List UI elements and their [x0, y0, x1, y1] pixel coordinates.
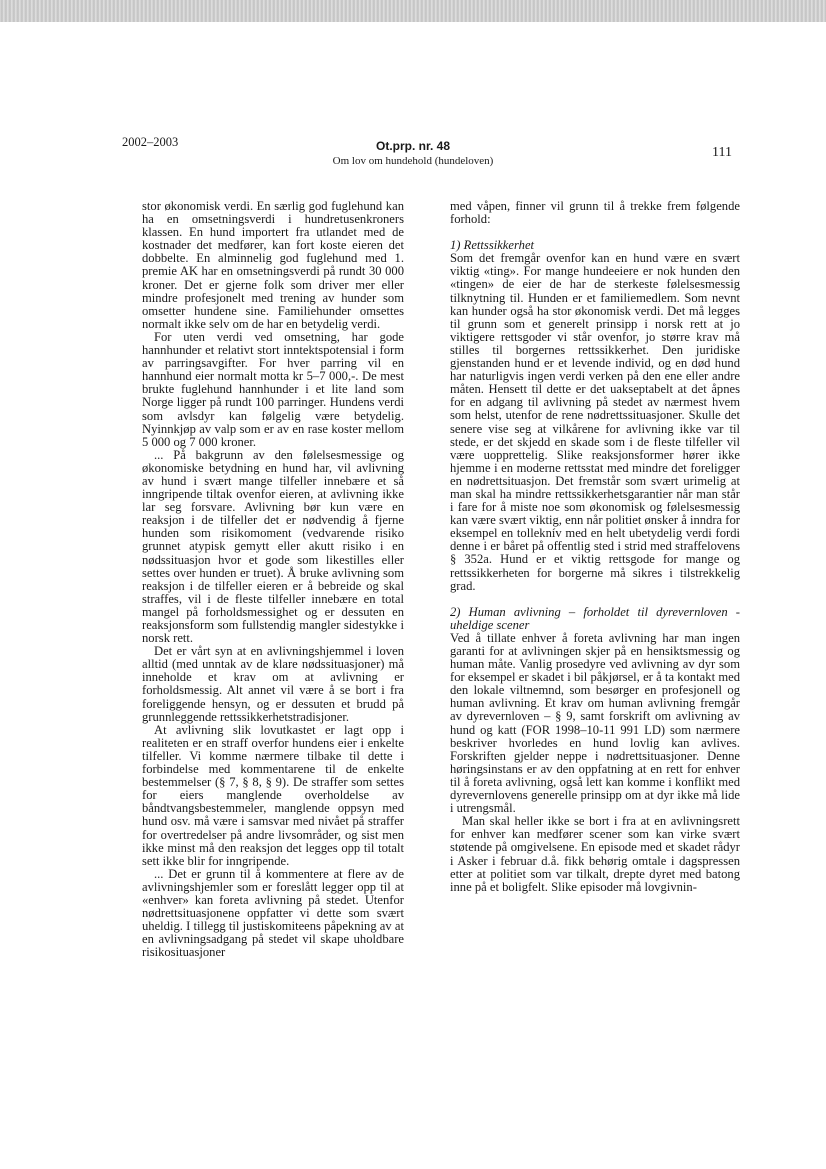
header-center — [0, 139, 826, 168]
section-heading-rettssikkerhet: 1) Rettssikkerhet — [450, 238, 535, 253]
left-paragraph-4: Det er vårt syn at en avlivningshjemmel i loven alltid (med unntak av de klare nødssituasjoner) må inneholde et krav om at avlivning er forholdsmessig. Alt annet vil være å se bort i fra foreliggende hensyn, og er dessuten et brudd på grunnleggende rettssikkerhetstradisjoner. — [142, 644, 404, 724]
document-subtitle: Om lov om hundehold (hundeloven) — [332, 155, 494, 167]
left-column — [142, 200, 404, 959]
scan-artifact-bar — [0, 0, 826, 22]
page-number: 111 — [712, 145, 732, 160]
left-paragraph-5: At avlivning slik lovutkastet er lagt opp i realiteten er en straff overfor hundens eier i enkelte tilfeller. Vi komme nærmere tilbake til dette i forbindelse med kommentarene til de enkelte bestemmelser (§ 7, § 8, § 9). De straffer som settes for eiers manglende overholdelse av båndtvangsbestemmeler, manglende oppsyn med hund osv. må være i samsvar med nivået på straffer for overtredelser på andre livsområder, og sist men ikke minst må den reaksjon det legges opp til totalt sett ikke blir for inngripende. — [142, 722, 404, 868]
right-paragraph-2: Ved å tillate enhver å foreta avlivning har man ingen garanti for at avlivningen skjer på en hensiktsmessig og human måte. Vanlig prosedyre ved avlivning av dyr som for eksempel er skadet i bil påkjørsel, er å ta kontakt med den lokale viltnemnd, som besørger en profesjonell og human avlivning. Et krav om human avlivning fremgår av dyrevernloven – § 9, samt forskrift om avlivning av hund og katt (FOR 1998–10-11 991 LD) som nærmere beskriver hvorledes en hund lovlig kan avlives. Forskriften gjelder neppe i nødrettsituasjoner. Denne høringsinstans er av den oppfatning at en rett for enhver til å foreta avlivning, også lett kan komme i konflikt med dyrevernlovens generelle prinsipp om at dyr ikke må lide i utrengsmål. — [450, 630, 740, 816]
left-paragraph-6: ... Det er grunn til å kommentere at flere av de avlivningshjemler som er foreslått legger opp til at «enhver» kan foreta avlivning på stedet. Utenfor nødrettsituasjonene oppfatter vi dette som svært uheldig. I tillegg til justiskomiteens påpekning av at en avlivningsadgang på stedet vil skape uholdbare risikosituasjoner — [142, 866, 404, 960]
right-paragraph-1: Som det fremgår ovenfor kan en hund være en svært viktig «ting». For mange hundeeiere er nok hunden den «tingen» de eier de har de sterkeste følelsesmessig tilknytning til. Hunden er et familiemedlem. Som nevnt kan hunder også ha stor økonomisk verdi. Det må legges til grunn som et generelt prinsipp i norsk rett at jo viktigere rettsgoder vi står ovenfor, jo større krav må stilles til borgernes rettssikkerhet. Den juridiske gjenstanden hund er et levende individ, og en død hund har naturligvis ingen verdi verken på den ene eller andre måten. Hensett til dette er det uakseptabelt at det åpnes for en adgang til avlivning på stedet av nærmest hvem som helst, utenfor de rene nødrettssituasjoner. Skulle det senere vise seg at vilkårene for avlivning ikke var til stede, er det skjedd en skade som i de fleste tilfeller vil være uopprettelig. Slike reaksjonsformer hører ikke hjemme i en moderne rettsstat med mindre det foreligger en nødrettsituasjon. Det fremstår som svært urimelig at man skal ha mindre rettssikkerhetsgarantier når man står i fare for å miste noe som økonomisk og følelsesmessig kan være svært viktig, enn når politiet ønsker å inndra for eksempel en tolleknív med en helt ubetydelig verdi fordi denne i er båret på offentlig sted i strid med straffelovens § 352a. Hund er et viktig rettsgode for mange og rettssikkerheten for borgerne må sikres i tilstrekkelig grad. — [450, 251, 740, 593]
left-paragraph-2: For uten verdi ved omsetning, har gode hannhunder et relativt stort inntektspotensial i form av parringsavgifter. For hver parring vil en hannhund eier normalt motta kr 5–7 000,-. De mest brukte fuglehund hannhunder i et lite land som Norge ligger på rundt 100 parringer. Hundens verdi som avlsdyr kan følgelig være betydelig. Nyinnkjøp av valp som er av en rase koster mellom 5 000 og 7 000 kroner. — [142, 329, 404, 449]
right-column — [450, 200, 740, 894]
left-paragraph-3: ... På bakgrunn av den følelsesmessige og økonomiske betydning en hund har, vil avlivning av hund i svært mange tilfeller innebære et så inngripende tiltak ovenfor eieren, at avlivning ikke lar seg forsvare. Avlivning bør kun være en reaksjon i de tilfeller det er nødvendig å fjerne hunden som risikomoment (vedvarende risiko grunnet atypisk gemytt eller akutt risiko i en nødssituasjon hvor et gode som likestilles eller settes over hunden er truet). Å bruke avlivning som reaksjon i de tilfeller eieren er å bebreide og skal straffes, vil i de fleste tilfeller innebære en total mangel på forholdsmessighet og er dessuten en reaksjonsform som fullstendig mangler sidestykke i norsk rett. — [142, 447, 404, 646]
document-title: Ot.prp. nr. 48 — [375, 139, 450, 153]
section-heading-human-avlivning: 2) Human avlivning – forholdet til dyrevernloven -uheldige scener — [450, 604, 740, 632]
left-paragraph-1: stor økonomisk verdi. En særlig god fuglehund kan ha en omsetningsverdi i hundretusenkroners klassen. En hund importert fra utlandet med de kostnader det medfører, kan fort koste eieren det dobbelte. En alminnelig god fuglehund med 1. premie AK har en omsetningsverdi på rundt 30 000 kroner. Det er gjerne folk som driver mer eller mindre profesjonelt med trening av hunder som omsetter hundene sine. Familiehunder omsettes normalt ikke selv om de har en betydelig verdi. — [142, 199, 404, 331]
right-intro: med våpen, finner vil grunn til å trekke frem følgende forhold: — [450, 199, 740, 227]
right-paragraph-3: Man skal heller ikke se bort i fra at en avlivningsrett for enhver kan medfører scener som kan virke svært støtende på omgivelsene. En episode med et skadet rådyr i Asker i februar d.å. fikk behørig omtale i dagspressen etter at politiet som var tilkalt, drepte dyret med batong inne på et boligfelt. Slike episoder må lovgivnin- — [450, 814, 740, 894]
header-years: 2002–2003 — [122, 135, 179, 149]
